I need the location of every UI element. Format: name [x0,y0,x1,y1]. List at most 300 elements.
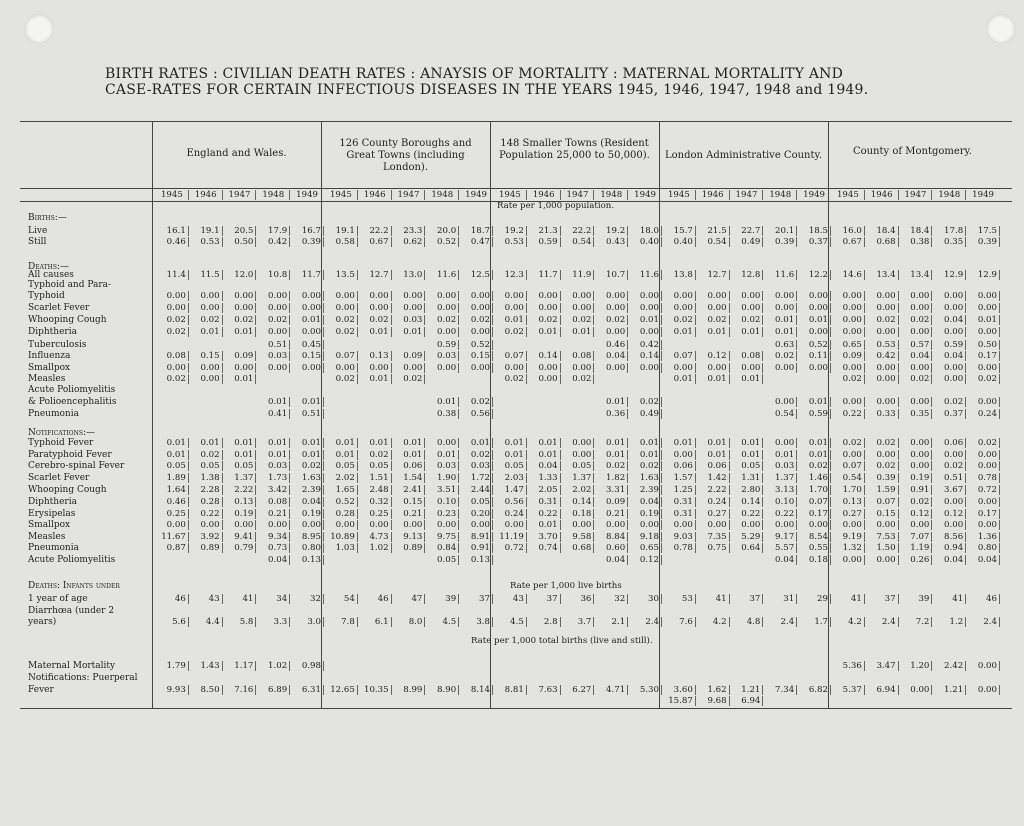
table-cell: 16.7 [301,226,321,236]
cell-rule [424,520,425,530]
row-label: Fever [28,685,54,695]
cell-rule [627,555,628,565]
table-cell: 0.65 [639,543,659,553]
table-cell: 3.60 [673,685,693,695]
table-cell: 1.63 [301,473,321,483]
table-cell: 29 [817,594,828,604]
row-label: Diphtheria [28,327,77,337]
cell-rule [526,237,527,247]
cell-rule [830,397,831,407]
table-cell: 0.01 [234,374,254,384]
cell-rule [729,450,730,460]
table-cell: 0.00 [977,461,997,471]
row-label: All causes [28,270,74,280]
table-cell: 0.02 [977,438,997,448]
table-cell: 0.21 [606,509,626,519]
table-cell: 4.4 [205,617,220,627]
year-header: 1948 [938,190,961,200]
table-cell: 0.04 [538,461,558,471]
year-tick [357,190,358,200]
table-cell: 0.00 [910,303,930,313]
year-tick [255,190,256,200]
cell-rule [999,685,1000,695]
cell-rule [289,461,290,471]
table-cell: 6.82 [808,685,828,695]
table-cell: 4.71 [606,685,626,695]
cell-rule [661,327,662,337]
cell-rule [729,617,730,627]
cell-rule [965,237,966,247]
table-cell: 0.02 [166,374,186,384]
cell-rule [864,327,865,337]
cell-rule [999,303,1000,313]
table-cell: 12.65 [330,685,355,695]
table-cell: 0.52 [808,340,828,350]
table-cell: 53 [681,594,693,604]
cell-rule [391,520,392,530]
table-cell: 9.34 [268,532,288,542]
cell-rule [931,617,932,627]
table-cell: 0.03 [437,461,457,471]
table-cell: 0.91 [470,543,490,553]
cell-rule [222,237,223,247]
table-cell: 0.50 [234,237,254,247]
table-cell: 6.31 [301,685,321,695]
table-cell: 0.00 [504,363,524,373]
cell-rule [391,594,392,604]
table-cell: 0.53 [200,237,220,247]
table-cell: 0.09 [234,351,254,361]
table-cell: 0.45 [301,340,321,350]
table-cell: 0.04 [606,351,626,361]
table-cell: 0.03 [403,315,423,325]
table-cell: 1.20 [910,661,930,671]
table-cell: 0.00 [876,327,896,337]
cell-rule [323,661,324,671]
table-cell: 0.00 [437,303,457,313]
table-cell: 3.42 [268,485,288,495]
cell-rule [560,303,561,313]
table-cell: 0.00 [977,291,997,301]
row-label: Tuberculosis [28,340,87,350]
cell-rule [999,497,1000,507]
cell-rule [593,450,594,460]
table-cell: 0.00 [808,520,828,530]
cell-rule [560,237,561,247]
cell-rule [492,303,493,313]
table-cell: 30 [648,594,659,604]
year-tick [458,190,459,200]
cell-rule [526,363,527,373]
table-cell: 18.4 [910,226,930,236]
table-cell: 0.39 [977,237,997,247]
cell-rule [560,226,561,236]
table-cell: 2.39 [639,485,659,495]
document-title [105,66,868,98]
cell-rule [357,543,358,553]
cell-rule [222,327,223,337]
cell-rule [695,497,696,507]
cell-rule [999,438,1000,448]
table-cell: 0.00 [335,520,355,530]
cell-rule [931,351,932,361]
cell-rule [898,340,899,350]
cell-rule [222,520,223,530]
table-cell: 0.24 [504,509,524,519]
table-cell: 3.0 [307,617,321,627]
cell-rule [222,617,223,627]
cell-rule [526,303,527,313]
table-cell: 0.07 [808,497,828,507]
cell-rule [796,226,797,236]
cell-rule [864,374,865,384]
table-cell: 6.27 [572,685,592,695]
table-cell: 1.51 [369,473,389,483]
year-header: 1946 [363,190,386,200]
cell-rule [796,497,797,507]
cell-rule [898,363,899,373]
cell-rule [323,226,324,236]
cell-rule [898,237,899,247]
table-cell: 0.00 [910,520,930,530]
year-tick [898,190,899,200]
table-cell: 2.4 [881,617,896,627]
year-tick [729,190,730,200]
table-cell: 0.51 [268,340,288,350]
cell-rule [492,555,493,565]
table-cell: 0.04 [944,315,964,325]
cell-rule [323,270,324,280]
cell-rule [391,685,392,695]
cell-rule [729,461,730,471]
cell-rule [661,461,662,471]
year-header: 1945 [836,190,859,200]
cell-rule [458,438,459,448]
cell-rule [830,450,831,460]
cell-rule [255,543,256,553]
table-cell: 0.00 [673,291,693,301]
cell-rule [898,450,899,460]
cell-rule [289,438,290,448]
table-cell: 0.46 [166,237,186,247]
year-tick [391,190,392,200]
cell-rule [627,237,628,247]
row-label: Diphtheria [28,497,77,507]
table-cell: 4.73 [369,532,389,542]
row-label: 1 year of age [28,594,88,604]
cell-rule [762,327,763,337]
table-cell: 2.1 [611,617,626,627]
cell-rule [830,351,831,361]
cell-rule [391,270,392,280]
table-cell: 0.01 [369,327,389,337]
year-header: 1945 [667,190,690,200]
table-cell: 0.00 [910,438,930,448]
cell-rule [796,509,797,519]
table-cell: 8.91 [470,532,490,542]
cell-rule [796,303,797,313]
cell-rule [222,594,223,604]
section-heading: Deaths:— [28,262,69,272]
table-cell: 37 [479,594,490,604]
cell-rule [898,315,899,325]
cell-rule [661,315,662,325]
cell-rule [796,340,797,350]
table-cell: 0.00 [876,363,896,373]
table-cell: 0.02 [944,397,964,407]
cell-rule [931,509,932,519]
cell-rule [661,409,662,419]
year-header: 1947 [566,190,589,200]
cell-rule [864,291,865,301]
table-cell: 0.00 [606,520,626,530]
table-cell: 22.2 [572,226,592,236]
table-cell: 0.02 [944,461,964,471]
cell-rule [289,363,290,373]
table-cell: 0.00 [369,520,389,530]
cell-rule [560,291,561,301]
cell-rule [695,327,696,337]
table-cell: 0.38 [910,237,930,247]
cell-rule [593,473,594,483]
cell-rule [323,520,324,530]
table-cell: 13.8 [673,270,693,280]
cell-rule [796,555,797,565]
table-cell: 2.42 [944,661,964,671]
cell-rule [458,543,459,553]
table-cell: 0.00 [572,450,592,460]
cell-rule [830,685,831,695]
cell-rule [391,450,392,460]
table-cell: 0.02 [504,374,524,384]
cell-rule [492,363,493,373]
table-cell: 0.23 [437,509,457,519]
table-cell: 0.31 [673,509,693,519]
table-cell: 0.02 [538,315,558,325]
row-label: Paratyphoid Fever [28,450,112,460]
table-cell: 0.01 [268,450,288,460]
cell-rule [898,520,899,530]
cell-rule [391,237,392,247]
cell-rule [188,374,189,384]
table-cell: 7.8 [341,617,355,627]
year-tick [627,190,628,200]
cell-rule [593,374,594,384]
table-cell: 7.16 [234,685,254,695]
cell-rule [965,226,966,236]
cell-rule [864,363,865,373]
cell-rule [796,270,797,280]
cell-rule [830,509,831,519]
cell-rule [729,509,730,519]
table-cell: 0.05 [504,461,524,471]
table-cell: 1.37 [775,473,795,483]
cell-rule [188,226,189,236]
section-heading: Births:— [28,213,67,223]
table-cell: 2.48 [369,485,389,495]
cell-rule [898,303,899,313]
cell-rule [458,303,459,313]
cell-rule [255,374,256,384]
table-cell: 0.01 [200,438,220,448]
table-cell: 0.01 [808,315,828,325]
cell-rule [188,685,189,695]
table-cell: 0.18 [808,555,828,565]
cell-rule [999,374,1000,384]
cell-rule [424,461,425,471]
cell-rule [255,351,256,361]
cell-rule [526,461,527,471]
cell-rule [999,363,1000,373]
table-cell: 0.00 [673,303,693,313]
cell-rule [931,543,932,553]
cell-rule [830,543,831,553]
table-cell: 0.00 [842,291,862,301]
table-cell: 0.42 [268,237,288,247]
table-cell: 0.49 [639,409,659,419]
table-cell: 0.07 [842,461,862,471]
cell-rule [492,409,493,419]
cell-rule [762,291,763,301]
table-cell: 0.00 [639,363,659,373]
table-cell: 0.00 [775,303,795,313]
cell-rule [796,327,797,337]
cell-rule [222,543,223,553]
cell-rule [289,485,290,495]
cell-rule [391,315,392,325]
cell-rule [661,685,662,695]
cell-rule [222,270,223,280]
table-cell: 0.01 [538,450,558,460]
row-label: Erysipelas [28,509,76,519]
table-cell: 0.07 [673,351,693,361]
cell-rule [492,509,493,519]
table-cell: 0.37 [944,409,964,419]
cell-rule [864,397,865,407]
cell-rule [526,226,527,236]
table-cell: 0.19 [639,509,659,519]
table-cell: 0.31 [538,497,558,507]
cell-rule [222,450,223,460]
table-cell: 0.01 [504,450,524,460]
table-cell: 0.94 [944,543,964,553]
table-cell: 2.02 [335,473,355,483]
table-cell: 0.00 [268,327,288,337]
cell-rule [999,270,1000,280]
table-cell: 1.37 [234,473,254,483]
table-cell: 0.05 [470,497,490,507]
year-tick [424,190,425,200]
table-cell: 0.02 [707,315,727,325]
cell-rule [188,473,189,483]
cell-rule [222,315,223,325]
cell-rule [627,497,628,507]
year-tick [931,190,932,200]
row-label: Cerebro-spinal Fever [28,461,125,471]
table-cell: 0.33 [876,409,896,419]
cell-rule [661,520,662,530]
cell-rule [965,363,966,373]
table-cell: 0.54 [572,237,592,247]
cell-rule [931,497,932,507]
table-cell: 9.13 [403,532,423,542]
table-cell: 0.06 [673,461,693,471]
cell-rule [424,327,425,337]
table-cell: 0.00 [538,291,558,301]
table-cell: 41 [850,594,862,604]
cell-rule [830,270,831,280]
cell-rule [492,237,493,247]
cell-rule [391,351,392,361]
cell-rule [864,226,865,236]
cell-rule [762,315,763,325]
cell-rule [492,617,493,627]
table-cell: 13.4 [876,270,896,280]
cell-rule [255,438,256,448]
cell-rule [864,270,865,280]
table-cell: 0.02 [876,315,896,325]
cell-rule [255,532,256,542]
cell-rule [931,303,932,313]
table-cell: 1.03 [335,543,355,553]
table-cell: 0.00 [166,291,186,301]
table-cell: 0.01 [673,374,693,384]
table-cell: 0.00 [876,555,896,565]
cell-rule [898,226,899,236]
table-cell: 0.02 [234,315,254,325]
cell-rule [357,461,358,471]
cell-rule [526,685,527,695]
table-cell: 3.13 [775,485,795,495]
table-cell: 0.00 [876,397,896,407]
cell-rule [864,409,865,419]
table-cell: 0.13 [369,351,389,361]
table-cell: 10.8 [268,270,288,280]
cell-rule [931,237,932,247]
table-cell: 5.30 [639,685,659,695]
table-cell: 0.02 [606,461,626,471]
table-cell: 0.01 [639,438,659,448]
cell-rule [526,509,527,519]
table-cell: 46 [986,594,997,604]
table-cell: 0.01 [606,450,626,460]
cell-rule [357,450,358,460]
cell-rule [999,509,1000,519]
cell-rule [458,291,459,301]
table-cell: 0.75 [707,543,727,553]
table-cell: 0.28 [335,509,355,519]
cell-rule [323,327,324,337]
cell-rule [289,594,290,604]
table-cell: 0.65 [842,340,862,350]
table-cell: 2.22 [707,485,727,495]
cell-rule [729,270,730,280]
table-cell: 0.00 [775,291,795,301]
table-cell: 0.00 [842,303,862,313]
cell-rule [255,315,256,325]
table-cell: 9.18 [639,532,659,542]
cell-rule [188,461,189,471]
cell-rule [188,450,189,460]
table-cell: 0.01 [606,397,626,407]
cell-rule [526,617,527,627]
table-cell: 0.01 [572,327,592,337]
table-cell: 0.00 [741,291,761,301]
cell-rule [391,226,392,236]
table-cell: 0.12 [910,509,930,519]
cell-rule [255,291,256,301]
cell-rule [864,617,865,627]
